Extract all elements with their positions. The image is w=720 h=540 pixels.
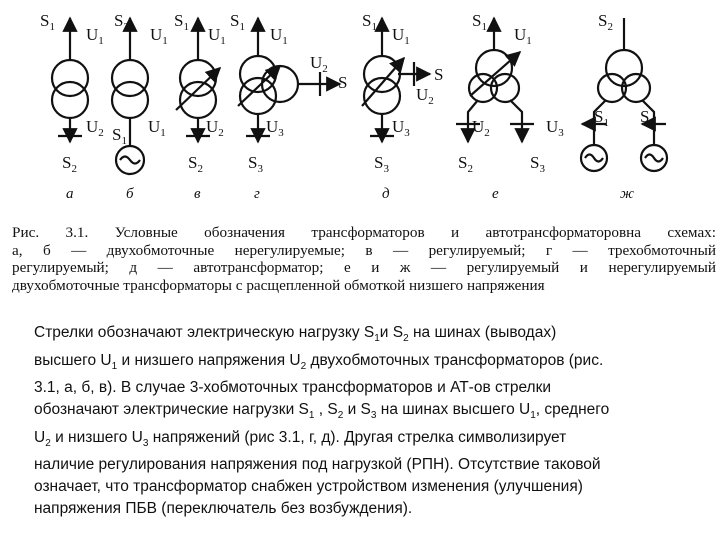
body-line: обозначают электрические нагрузки $S_1$ , $S_2$ и $S_3$ на шинах высшего $U_1$, среднего <box>34 400 610 422</box>
svg-text:S3: $S_3$ <box>530 153 545 175</box>
svg-text:S1: $S_1$ <box>472 11 487 33</box>
symbol-b <box>112 18 148 174</box>
svg-text:S3: $S_3$ <box>248 153 263 175</box>
body-line: означает, что трансформатор снабжен устройством изменения (улучшения) <box>34 477 583 495</box>
panel-letter-g: г <box>254 186 260 202</box>
svg-text:U2: $U_2$ <box>310 53 328 75</box>
svg-text:U1: $U_1$ <box>150 25 168 47</box>
svg-text:S1: $S_1$ <box>40 11 55 33</box>
svg-text:U2: $U_2$ <box>206 117 224 139</box>
caption-line: двухобмоточные трансформаторы с расщепленной обмоткой низшего напряжения <box>12 276 545 294</box>
body-line: высшего $U_1$ и низшего напряжения $U_2$ двухобмоточных трансформаторов (рис. <box>34 351 604 372</box>
panel-letter-a: а <box>66 186 74 202</box>
svg-text:U3: $U_3$ <box>546 117 564 139</box>
transformer-symbols-figure <box>0 0 720 215</box>
panel-letter-d: д <box>382 186 390 202</box>
svg-text:U2: $U_2$ <box>416 85 434 107</box>
svg-text:U2: $U_2$ <box>86 117 104 139</box>
body-line: $U_2$ и низшего $U_3$ напряжений (рис 3.1, г, д). Другая стрелка символизирует <box>34 428 567 449</box>
body-line: Стрелки обозначают электрическую нагрузку $S_1и$ $S_2$ на шинах (выводах) <box>34 324 557 345</box>
panel-letter-zh: ж <box>620 186 634 202</box>
svg-text:S2: $S_2$ <box>62 153 77 175</box>
caption-line: а, б — двухобмоточные нерегулируемые; в — регулируемый; г — трехобмоточный <box>12 241 716 259</box>
svg-text:U1: $U_1$ <box>86 25 104 47</box>
svg-text:S1: $S_1$ <box>594 107 609 129</box>
caption-line: регулируемый; д — автотрансформатор; е и ж — регулируемый и нерегулируемый <box>12 259 716 276</box>
body-paragraph <box>34 322 710 519</box>
body-line: 3.1, а, б, в). В случае 3-хобмоточных трансформаторов и АТ-ов стрелки <box>34 379 552 397</box>
svg-text:U1: $U_1$ <box>270 25 288 47</box>
symbol-g <box>238 18 340 142</box>
svg-text:U3: $U_3$ <box>392 117 410 139</box>
body-line: напряжения ПБВ (переключатель без возбуждения). <box>34 499 413 517</box>
svg-text:S2: $S_2$ <box>188 153 203 175</box>
svg-text:S1: $S_1$ <box>112 125 127 147</box>
svg-text:S1: $S_1$ <box>640 107 655 129</box>
svg-text:S3: $S_3$ <box>374 153 389 175</box>
panel-letter-v: в <box>194 186 201 202</box>
svg-text:S2: $S_2$ <box>114 11 129 33</box>
caption-line: Рис. 3.1. Условные обозначения трансформаторов и автотрансформаторовна схемах: <box>12 224 716 241</box>
svg-text:S1: $S_1$ <box>174 11 189 33</box>
figure-caption <box>12 224 716 294</box>
panel-letter-b: б <box>126 186 134 202</box>
panel-letter-e: е <box>492 186 499 202</box>
symbol-zh <box>581 18 667 171</box>
svg-text:S2: $S_2$ <box>458 153 473 175</box>
svg-text:U1: $U_1$ <box>514 25 532 47</box>
svg-text:S2: $S_2$ <box>598 11 613 33</box>
svg-text:S1: $S_1$ <box>230 11 245 33</box>
svg-text:S: S <box>338 73 348 92</box>
body-line: наличие регулирования напряжения под нагрузкой (РПН). Отсутствие таковой <box>34 456 601 474</box>
symbol-a <box>52 18 88 142</box>
svg-text:U3: $U_3$ <box>266 117 284 139</box>
svg-text:S1: $S_1$ <box>362 11 377 33</box>
svg-text:S: S <box>434 65 444 84</box>
svg-text:U1: $U_1$ <box>208 25 226 47</box>
svg-text:U1: $U_1$ <box>148 117 166 139</box>
svg-text:U1: $U_1$ <box>392 25 410 47</box>
svg-text:U2: $U_2$ <box>472 117 490 139</box>
